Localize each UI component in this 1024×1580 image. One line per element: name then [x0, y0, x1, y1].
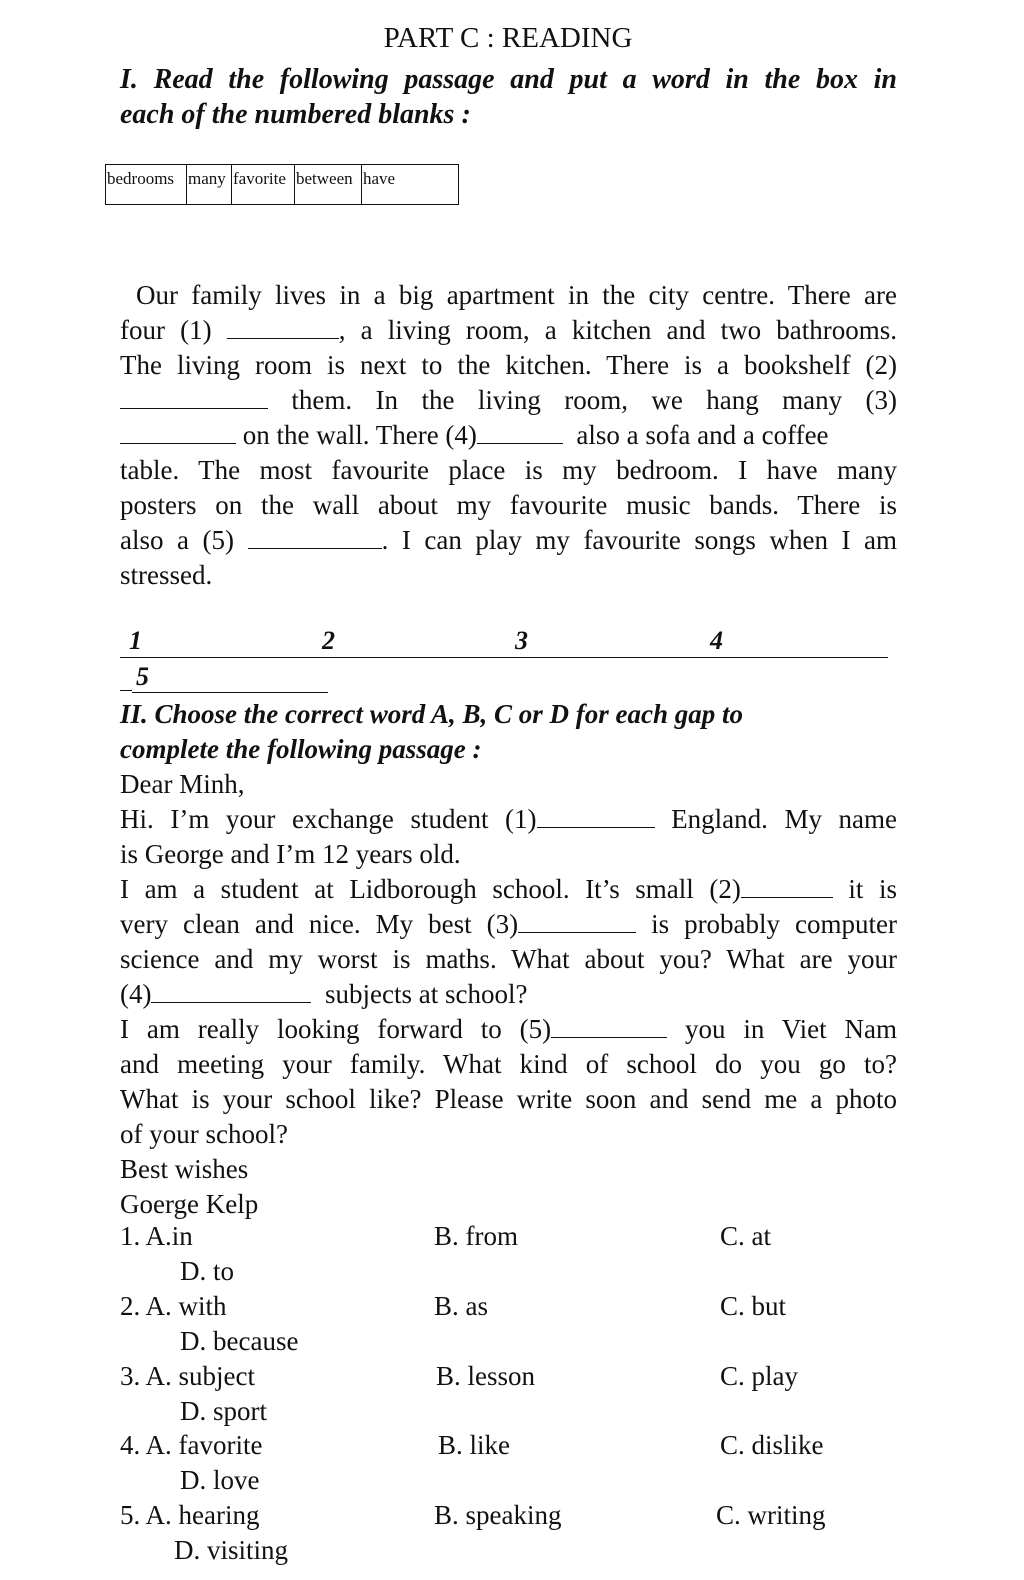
- letter-blank-5[interactable]: [551, 1015, 667, 1038]
- word-box-item: favorite: [232, 165, 295, 205]
- answer-line-5-lead: [120, 690, 132, 691]
- word-box-item: have: [362, 165, 459, 205]
- blank-1[interactable]: [227, 316, 339, 339]
- passage-line: posters on the wall about my favourite music bands. There is: [120, 490, 897, 520]
- passage-line: on the wall. There (4) also a sofa and a coffee: [120, 418, 829, 453]
- letter-line: is George and I’m 12 years old.: [120, 839, 461, 869]
- option-b[interactable]: B. from: [434, 1221, 518, 1251]
- answer-number: 3: [515, 626, 528, 655]
- option-a[interactable]: 1. A.in: [120, 1221, 193, 1251]
- option-c[interactable]: C. dislike: [720, 1430, 824, 1460]
- option-a[interactable]: 5. A. hearing: [120, 1500, 260, 1530]
- letter-closing: Best wishes: [120, 1154, 249, 1184]
- option-a[interactable]: 4. A. favorite: [120, 1430, 263, 1460]
- answer-line-4[interactable]: [712, 657, 888, 658]
- letter-line: What is your school like? Please write soon and send me a photo: [120, 1084, 897, 1114]
- letter-line: very clean and nice. My best (3) is probably computer: [120, 909, 897, 939]
- letter-greeting: Dear Minh,: [120, 769, 245, 799]
- letter-line: Hi. I’m your exchange student (1) England. My name: [120, 804, 897, 834]
- option-b[interactable]: B. speaking: [434, 1500, 562, 1530]
- option-d[interactable]: D. love: [180, 1465, 260, 1495]
- page-title: PART C : READING: [383, 22, 633, 54]
- section2-instruction-line2: complete the following passage :: [120, 734, 482, 764]
- letter-line: science and my worst is maths. What about you? What are your: [120, 944, 897, 974]
- option-d[interactable]: D. because: [180, 1326, 299, 1356]
- passage-line: four (1) , a living room, a kitchen and two bathrooms.: [120, 315, 897, 345]
- option-c[interactable]: C. at: [720, 1221, 771, 1251]
- passage-line: them. In the living room, we hang many (3): [120, 383, 897, 418]
- option-b[interactable]: B. as: [434, 1291, 488, 1321]
- word-box-item: bedrooms: [106, 165, 187, 205]
- passage-line: stressed.: [120, 560, 213, 590]
- section1-instruction-line2: each of the numbered blanks :: [120, 99, 471, 130]
- passage-line: The living room is next to the kitchen. There is a bookshelf (2): [120, 350, 897, 380]
- option-c[interactable]: C. writing: [716, 1500, 826, 1530]
- option-a[interactable]: 3. A. subject: [120, 1361, 255, 1391]
- answer-number: 2: [322, 626, 335, 655]
- answer-line-2[interactable]: [320, 657, 516, 658]
- letter-line: and meeting your family. What kind of school do you go to?: [120, 1049, 897, 1079]
- answer-line-5[interactable]: [132, 692, 328, 693]
- letter-line: I am a student at Lidborough school. It’s small (2) it is: [120, 874, 897, 904]
- option-c[interactable]: C. but: [720, 1291, 787, 1321]
- blank-5[interactable]: [248, 526, 382, 549]
- letter-line: (4) subjects at school?: [120, 979, 528, 1009]
- answer-line-1[interactable]: [120, 657, 320, 658]
- word-box: [105, 164, 459, 205]
- option-d[interactable]: D. to: [180, 1256, 234, 1286]
- answer-line-3[interactable]: [516, 657, 712, 658]
- option-d[interactable]: D. visiting: [174, 1535, 289, 1565]
- passage-line: Our family lives in a big apartment in the city centre. There are: [136, 280, 897, 310]
- blank-2[interactable]: [120, 386, 268, 409]
- answer-number: 4: [710, 626, 723, 655]
- word-box-item: many: [187, 165, 232, 205]
- letter-blank-1[interactable]: [537, 805, 655, 828]
- option-a[interactable]: 2. A. with: [120, 1291, 227, 1321]
- letter-blank-4[interactable]: [151, 980, 311, 1003]
- section1-instruction-line1: I. Read the following passage and put a word in the box in: [120, 64, 897, 95]
- word-box-item: between: [295, 165, 362, 205]
- letter-blank-3[interactable]: [518, 910, 636, 933]
- answer-number: 5: [136, 662, 149, 691]
- option-b[interactable]: B. like: [438, 1430, 510, 1460]
- letter-line: of your school?: [120, 1119, 288, 1149]
- letter-blank-2[interactable]: [741, 875, 833, 898]
- blank-4[interactable]: [477, 421, 563, 444]
- option-d[interactable]: D. sport: [180, 1396, 267, 1426]
- letter-signature: Goerge Kelp: [120, 1189, 259, 1219]
- letter-line: I am really looking forward to (5) you in Viet Nam: [120, 1014, 897, 1044]
- option-c[interactable]: C. play: [720, 1361, 798, 1391]
- answer-number: 1: [129, 626, 142, 655]
- section2-instruction-line1: II. Choose the correct word A, B, C or D for each gap to: [120, 699, 744, 729]
- passage-line: also a (5) . I can play my favourite songs when I am: [120, 525, 897, 555]
- passage-line: table. The most favourite place is my bedroom. I have many: [120, 455, 897, 485]
- option-b[interactable]: B. lesson: [436, 1361, 536, 1391]
- blank-3[interactable]: [120, 421, 236, 444]
